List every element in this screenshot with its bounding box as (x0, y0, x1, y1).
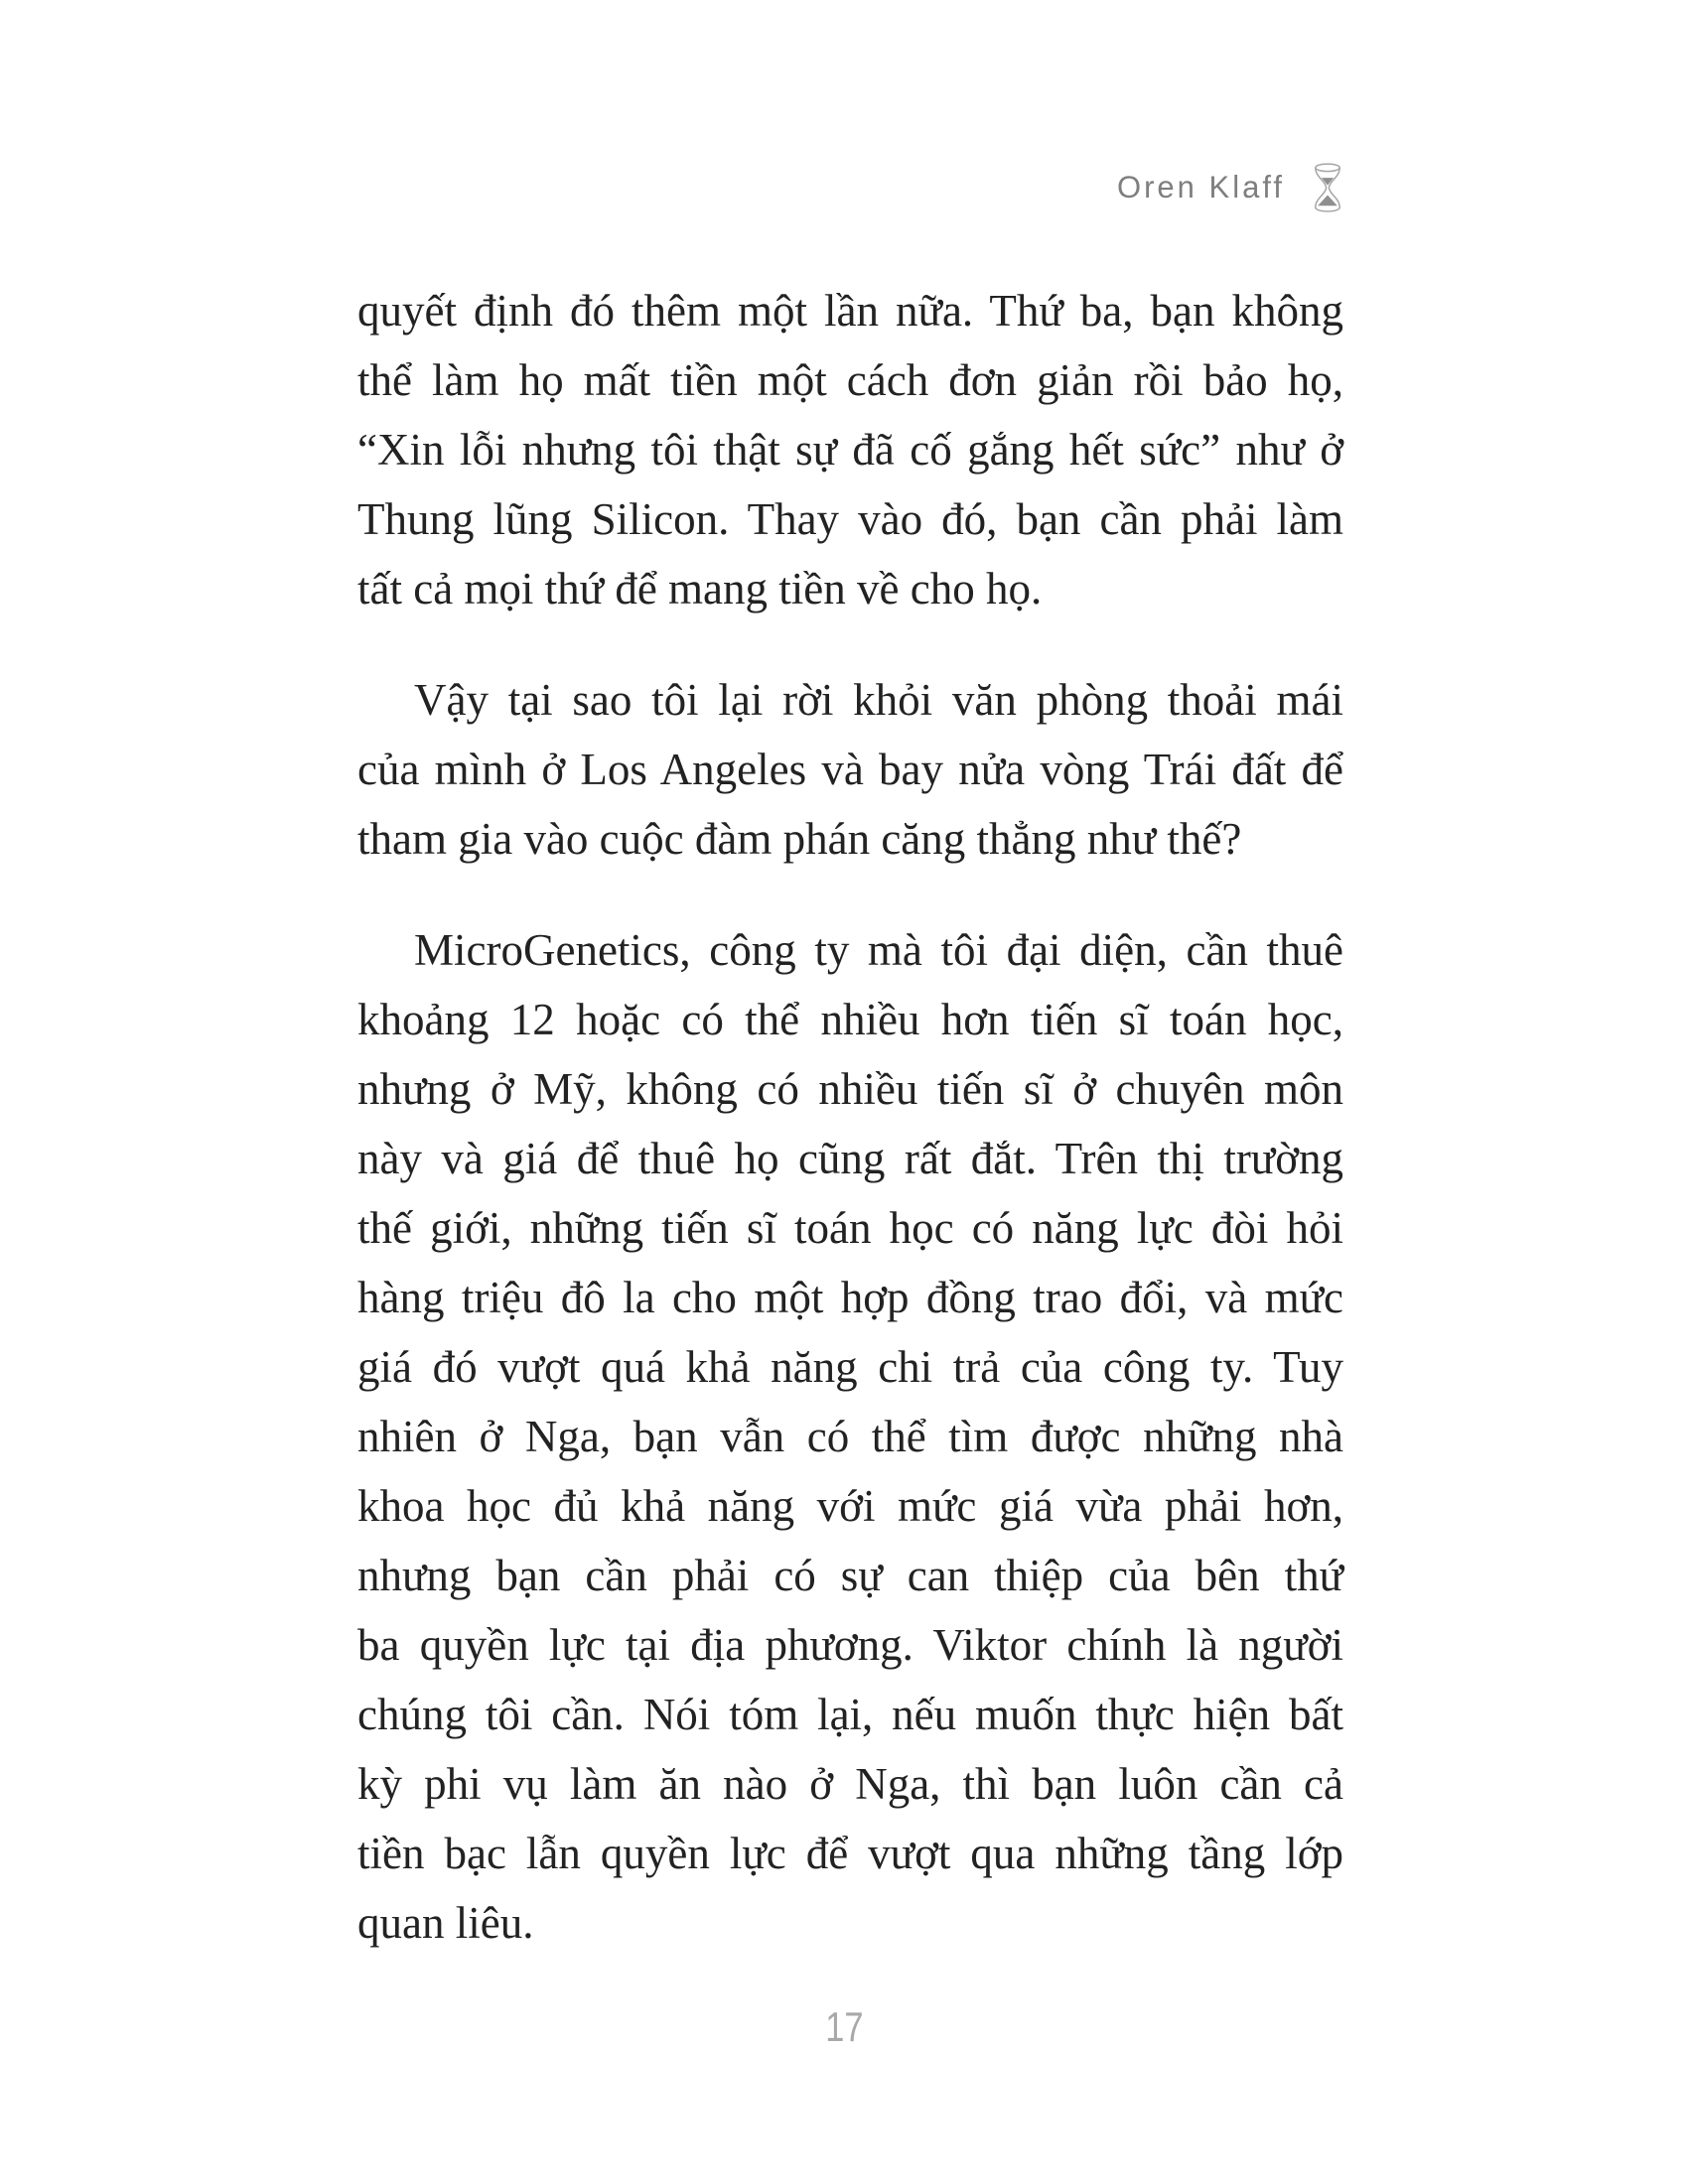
paragraph (357, 665, 1343, 874)
text-line: quan liêu. (357, 1898, 534, 1948)
text-line: chúng tôi cần. Nói tóm lại, nếu muốn thực hiện bất (357, 1690, 1343, 1739)
text-line: tiền bạc lẫn quyền lực để vượt qua những tầng lớp (357, 1829, 1343, 1878)
text-line: Vậy tại sao tôi lại rời khỏi văn phòng thoải mái (414, 675, 1343, 725)
text-line: ba quyền lực tại địa phương. Viktor chính là người (357, 1620, 1343, 1670)
header-author: Oren Klaff (1116, 169, 1285, 205)
page-header (0, 159, 1342, 216)
text-line: tất cả mọi thứ để mang tiền về cho họ. (357, 564, 1043, 614)
text-line: khoảng 12 hoặc có thể nhiều hơn tiến sĩ toán học, (357, 995, 1343, 1044)
text-line: Thung lũng Silicon. Thay vào đó, bạn cần phải làm (357, 494, 1343, 544)
text-line: tham gia vào cuộc đàm phán căng thẳng như thế? (357, 814, 1242, 864)
text-line: “Xin lỗi nhưng tôi thật sự đã cố gắng hết sức” như ở (357, 425, 1343, 475)
text-line: kỳ phi vụ làm ăn nào ở Nga, thì bạn luôn cần cả (357, 1759, 1343, 1809)
text-line: thế giới, những tiến sĩ toán học có năng lực đòi hỏi (357, 1203, 1343, 1253)
text-line: khoa học đủ khả năng với mức giá vừa phải hơn, (357, 1481, 1343, 1531)
text-line: nhưng ở Mỹ, không có nhiều tiến sĩ ở chuyên môn (357, 1064, 1343, 1114)
text-line: MicroGenetics, công ty mà tôi đại diện, cần thuê (414, 925, 1343, 975)
body-text (357, 276, 1343, 1958)
page-footer (0, 2003, 1688, 2051)
text-line: quyết định đó thêm một lần nữa. Thứ ba, bạn không (357, 286, 1343, 336)
paragraph (357, 915, 1343, 1958)
text-line: giá đó vượt quá khả năng chi trả của công ty. Tuy (357, 1342, 1343, 1392)
hourglass-icon (1313, 162, 1342, 213)
text-line: nhiên ở Nga, bạn vẫn có thể tìm được những nhà (357, 1412, 1343, 1461)
text-line: nhưng bạn cần phải có sự can thiệp của bên thứ (357, 1551, 1343, 1600)
text-line: này và giá để thuê họ cũng rất đắt. Trên thị trường (357, 1134, 1343, 1183)
text-line: thể làm họ mất tiền một cách đơn giản rồi bảo họ, (357, 355, 1343, 405)
page-number: 17 (824, 2003, 864, 2050)
text-line: hàng triệu đô la cho một hợp đồng trao đổi, và mức (357, 1273, 1343, 1322)
text-line: của mình ở Los Angeles và bay nửa vòng Trái đất để (357, 745, 1343, 794)
paragraph (357, 276, 1343, 623)
